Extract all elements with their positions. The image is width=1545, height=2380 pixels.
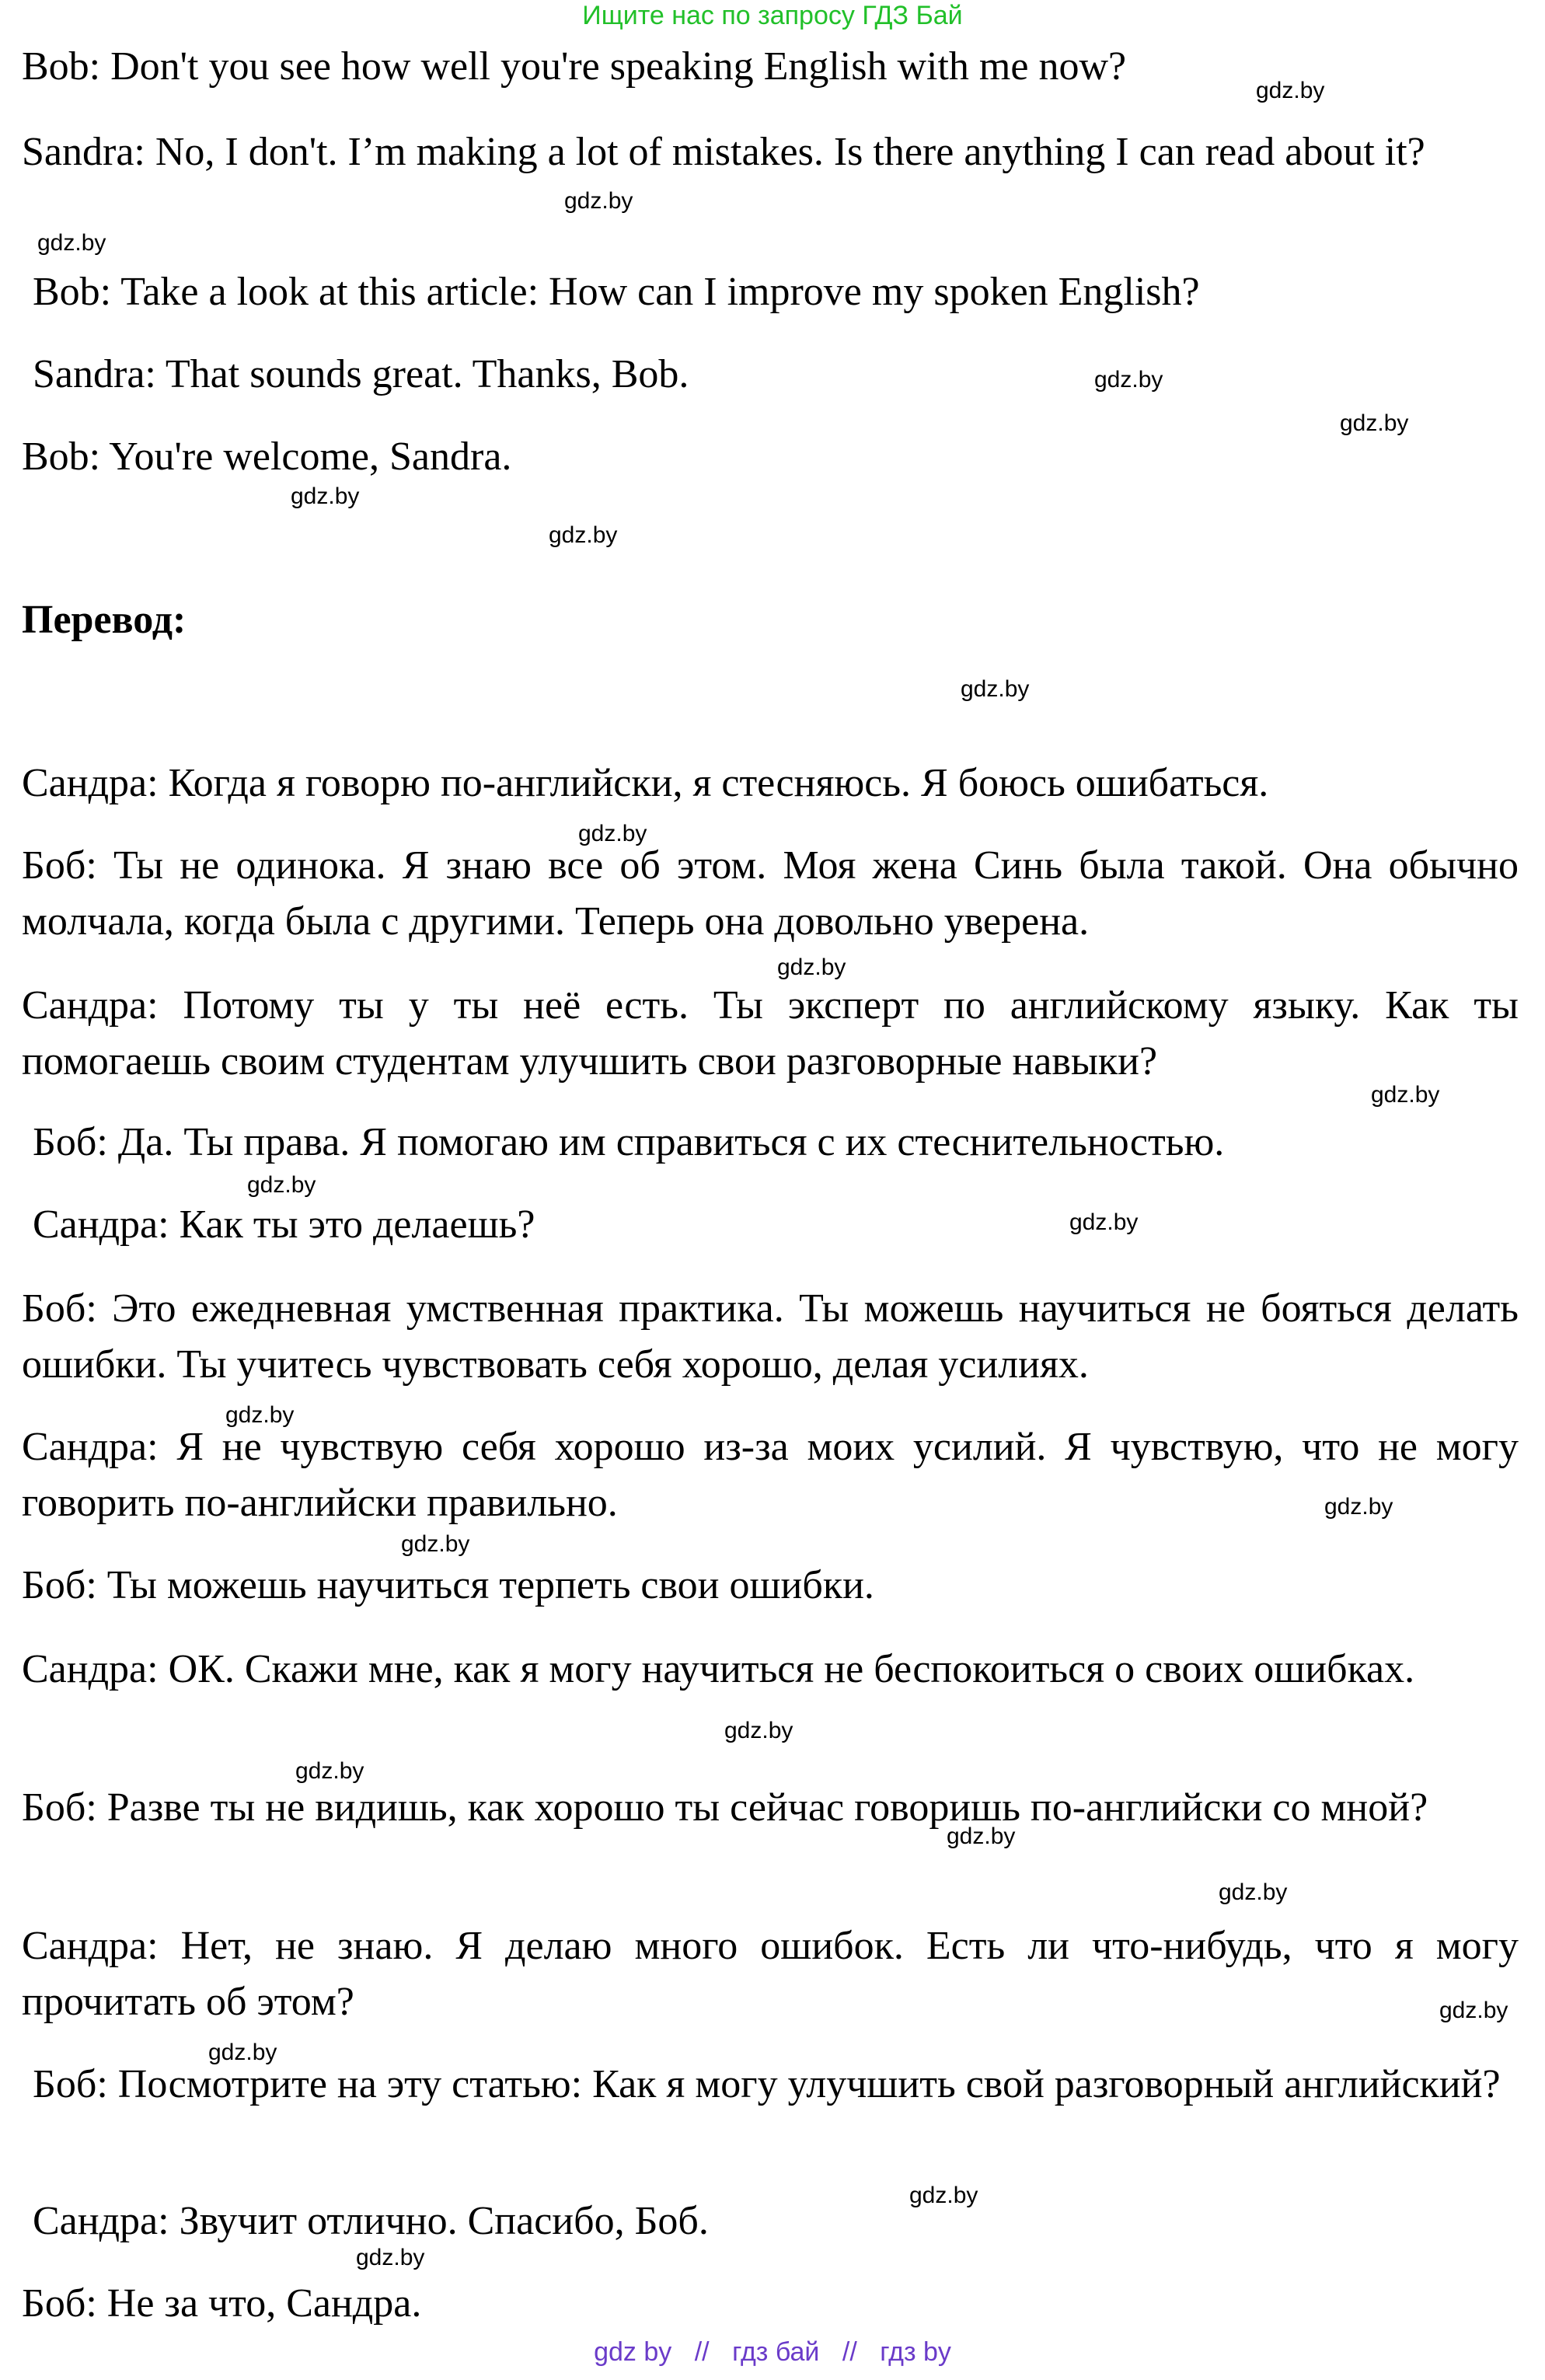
- watermark: gdz.by: [208, 2040, 277, 2065]
- watermark: gdz.by: [549, 522, 618, 548]
- watermark: gdz.by: [564, 188, 633, 214]
- dialogue-line-ru: Сандра: ОК. Скажи мне, как я могу научиться не беспокоиться о своих ошибках.: [22, 1647, 1415, 1691]
- dialogue-line-ru: Сандра: Потому ты у ты неё есть. Ты эксперт по английскому языку. Как ты помогаешь своим студентам улучшить свои разговорные навыки?: [22, 983, 1519, 1084]
- dialogue-line-ru: Сандра: Звучит отлично. Спасибо, Боб.: [33, 2199, 709, 2243]
- dialogue-line-ru: Сандра: Когда я говорю по-английски, я стесняюсь. Я боюсь ошибаться.: [22, 761, 1269, 805]
- dialogue-line-en: Bob: Take a look at this article: How can I improve my spoken English?: [33, 270, 1200, 314]
- watermark: gdz.by: [1069, 1209, 1139, 1235]
- watermark: gdz.by: [961, 676, 1030, 702]
- dialogue-line-en: Sandra: No, I don't. I’m making a lot of mistakes. Is there anything I can read about it?: [22, 130, 1425, 174]
- dialogue-line-ru: Боб: Не за что, Сандра.: [22, 2281, 422, 2326]
- dialogue-line-ru: Сандра: Как ты это делаешь?: [33, 1202, 535, 1247]
- dialogue-line-en: Bob: Don't you see how well you're speaking English with me now?: [22, 44, 1127, 89]
- watermark: gdz.by: [947, 1823, 1016, 1849]
- footer-separator: //: [842, 2337, 857, 2367]
- watermark: gdz.by: [247, 1172, 316, 1198]
- dialogue-line-ru: Боб: Это ежедневная умственная практика. Ты можешь научиться не бояться делать ошибки. Ты учитесь чувствовать себя хорошо, делая усилиях.: [22, 1286, 1519, 1387]
- watermark: gdz.by: [777, 954, 846, 980]
- dialogue-line-ru: Боб: Ты можешь научиться терпеть свои ошибки.: [22, 1563, 874, 1607]
- top-banner: Ищите нас по запросу ГДЗ Бай: [582, 1, 963, 30]
- watermark: gdz.by: [578, 821, 647, 846]
- watermark: gdz.by: [295, 1758, 364, 1784]
- watermark: gdz.by: [37, 230, 106, 256]
- watermark: gdz.by: [1439, 1998, 1508, 2023]
- dialogue-line-ru: Боб: Разве ты не видишь, как хорошо ты сейчас говоришь по-английски со мной?: [22, 1785, 1428, 1830]
- dialogue-line-ru: Боб: Да. Ты права. Я помогаю им справиться с их стеснительностью.: [33, 1120, 1225, 1164]
- watermark: gdz.by: [1256, 78, 1325, 103]
- footer-link-gdz-bai[interactable]: гдз бай: [732, 2337, 820, 2367]
- dialogue-line-en: Bob: You're welcome, Sandra.: [22, 434, 512, 479]
- dialogue-line-ru: Сандра: Нет, не знаю. Я делаю много ошибок. Есть ли что-нибудь, что я могу прочитать об этом?: [22, 1924, 1519, 2024]
- watermark: gdz.by: [291, 483, 360, 509]
- translation-heading: Перевод:: [22, 598, 187, 642]
- footer-link-gdz-by-ru[interactable]: гдз by: [880, 2337, 951, 2367]
- watermark: gdz.by: [724, 1718, 793, 1743]
- watermark: gdz.by: [401, 1531, 470, 1557]
- watermark: gdz.by: [225, 1402, 295, 1428]
- footer-links: [0, 2336, 1545, 2368]
- dialogue-line-en: Sandra: That sounds great. Thanks, Bob.: [33, 352, 689, 396]
- footer-separator: //: [694, 2337, 710, 2367]
- watermark: gdz.by: [1371, 1082, 1440, 1108]
- watermark: gdz.by: [1324, 1494, 1393, 1520]
- dialogue-line-ru: Боб: Посмотрите на эту статью: Как я могу улучшить свой разговорный английский?: [33, 2062, 1501, 2106]
- dialogue-line-ru: Боб: Ты не одинока. Я знаю все об этом. Моя жена Синь была такой. Она обычно молчала, когда была с другими. Теперь она довольно уверена.: [22, 843, 1519, 944]
- watermark: gdz.by: [1340, 410, 1409, 436]
- watermark: gdz.by: [909, 2183, 978, 2208]
- watermark: gdz.by: [1219, 1879, 1288, 1905]
- dialogue-line-ru: Сандра: Я не чувствую себя хорошо из-за моих усилий. Я чувствую, что не могу говорить по-английски правильно.: [22, 1425, 1519, 1525]
- watermark: gdz.by: [1094, 367, 1163, 393]
- footer-link-gdz-by[interactable]: gdz by: [594, 2337, 672, 2367]
- watermark: gdz.by: [356, 2245, 425, 2270]
